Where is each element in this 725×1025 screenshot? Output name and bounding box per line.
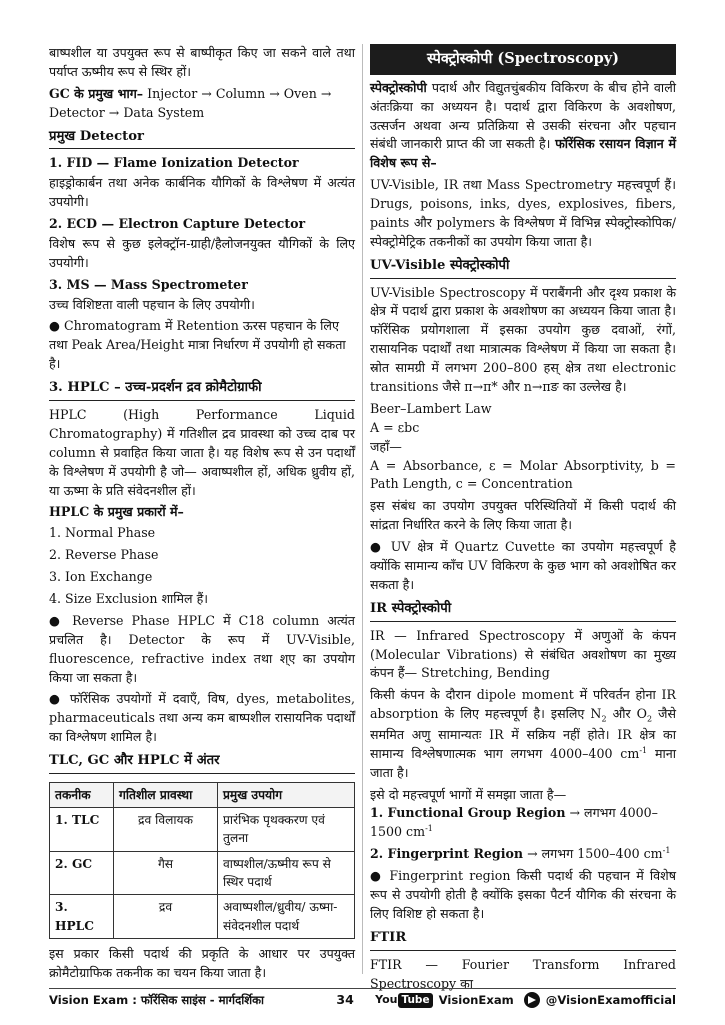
ir-text-2: [370, 686, 676, 782]
comparison-table: [49, 782, 355, 939]
page-footer: [49, 988, 676, 1012]
column-divider: [362, 44, 363, 974]
beer-lambert-use: इस संबंध का उपयोग उपयुक्त परिस्थितियों में किसी पदार्थ की सांद्रता निर्धारित करने के लिए किया जाता है।: [370, 498, 676, 533]
ir-text-part: माना जाता है।: [370, 745, 676, 780]
forensic-uses-note: ● फॉरेंसिक उपयोगों में दवाएँ, विष, dyes, metabolites, pharmaceuticals तथा अन्य कम बाष्पशील रासायनिक पदार्थों का विश्लेषण शामिल है।: [49, 691, 355, 745]
gc-intro-text: बाष्पशील या उपयुक्त रूप से बाष्पीकृत किए जा सकने वाले तथा पर्याप्त ऊष्मीय रूप से स्थिर हों।: [49, 45, 355, 79]
list-item: 3. Ion Exchange: [49, 569, 153, 585]
youtube-you: You: [375, 993, 398, 1007]
table-cell: 1. TLC: [50, 808, 114, 852]
table-cell: वाष्पशील/ऊष्मीय रूप से स्थिर पदार्थ: [218, 851, 355, 895]
table-cell: द्रव विलायक: [114, 808, 218, 852]
region-label: 2. Fingerprint Region: [370, 846, 524, 862]
youtube-tube: Tube: [398, 993, 432, 1009]
youtube-channel: VisionExam: [438, 992, 514, 1007]
spectroscopy-banner: स्पेक्ट्रोस्कोपी (Spectroscopy): [370, 44, 676, 75]
superscript: -1: [662, 846, 671, 856]
list-item: 1. Normal Phase: [49, 525, 156, 541]
list-item: 4. Size Exclusion शामिल हैं।: [49, 590, 209, 606]
ir-text-part: जैसे सममित अणु सामान्यतः IR में सक्रिय नहीं होते। IR क्षेत्र का सामान्य विश्लेषणात्मक भाग लगभग 4000–400 cm: [370, 706, 676, 761]
fid-text: हाइड्रोकार्बन तथा अनेक कार्बनिक यौगिकों के विश्लेषण में अत्यंत उपयोगी।: [49, 175, 355, 210]
intro-tail: फॉरेंसिक रसायन विज्ञान में विशेष रूप से–: [370, 136, 676, 171]
gc-parts-label: GC के प्रमुख भाग–: [49, 85, 144, 101]
ftir-text: FTIR — Fourier Transform Infrared Spectroscopy का: [370, 956, 676, 991]
table-cell: अवाष्पशील/ध्रुवीय/ ऊष्मा-संवेदनशील पदार्थ: [218, 895, 355, 939]
table-cell: गैस: [114, 851, 218, 895]
footer-social: [375, 992, 676, 1009]
hplc-types-heading: HPLC के प्रमुख प्रकारों में–: [49, 504, 184, 520]
hplc-types-list: [49, 524, 355, 609]
table-header: गतिशील प्रावस्था: [114, 782, 218, 807]
spectroscopy-intro: [370, 79, 676, 173]
beer-lambert-terms: A = Absorbance, ε = Molar Absorptivity, b = Path Length, c = Concentration: [370, 457, 676, 492]
table-cell: प्रारंभिक पृथक्करण एवं तुलना: [218, 808, 355, 852]
subscript: 2: [647, 714, 653, 724]
detector-heading: प्रमुख Detector: [49, 127, 355, 150]
right-column: [370, 44, 676, 997]
region-label: 1. Functional Group Region: [370, 805, 566, 821]
table-row: [50, 808, 355, 852]
chromatogram-note: ● Chromatogram में Retention ऊरस पहचान के लिए तथा Peak Area/Height मात्रा निर्धारण में उपयोगी हो सकता है।: [49, 318, 346, 372]
gc-parts: [49, 85, 355, 123]
beer-lambert-heading: Beer–Lambert Law: [370, 400, 492, 416]
region-value: → लगभग 4000–1500 cm: [370, 805, 658, 840]
page-number: 34: [336, 992, 354, 1008]
subscript: 2: [601, 714, 607, 724]
ir-heading: IR स्पेक्ट्रोस्कोपी: [370, 599, 676, 622]
uv-heading: UV-Visible स्पेक्ट्रोस्कोपी: [370, 256, 676, 279]
reverse-phase-note: ● Reverse Phase HPLC में C18 column अत्यंत प्रचलित है। Detector के रूप में UV-Visible, fluorescence, refractive index तथा श्ए का उपयोग किया जा सकता है।: [49, 612, 355, 685]
where-label: जहाँ—: [370, 438, 402, 454]
ftir-heading: FTIR: [370, 928, 676, 951]
fid-heading: 1. FID — Flame Ionization Detector: [49, 155, 299, 171]
superscript: -1: [639, 745, 648, 755]
fingerprint-note: ● Fingerprint region किसी पदार्थ की पहचान में विशेष रूप से उपयोगी होती है क्योंकि इसका पैटर्न यौगिक की संरचना के लिए विशिष्ट हो सकता है।: [370, 868, 676, 922]
left-column: [49, 44, 355, 986]
table-cell: 3. HPLC: [50, 895, 114, 939]
intro-text: पदार्थ और विद्युतचुंबकीय विकिरण के बीच होने वाली अंतःक्रिया का अध्ययन है। पदार्थ द्वारा विकिरण के अवशोषण, उत्सर्जन अथवा अन्य प्रतिक्रिया से उसकी संरचना और पहचान संबंधी जानकारी प्राप्त की जा सकती है।: [370, 79, 676, 152]
gc-parts-flow: Injector → Column → Oven → Detector → Data System: [49, 85, 332, 120]
ms-text: उच्च विशिष्टता वाली पहचान के लिए उपयोगी।: [49, 296, 255, 312]
quartz-cuvette-note: ● UV क्षेत्र में Quartz Cuvette का उपयोग महत्त्वपूर्ण है क्योंकि सामान्य काँच UV विकिरण के कुछ भाग को अवशोषित कर सकता है।: [370, 539, 676, 592]
hplc-heading: 3. HPLC – उच्च-प्रदर्शन द्रव क्रोमैटोग्राफी: [49, 378, 355, 401]
table-header-row: [50, 782, 355, 807]
table-header: तकनीक: [50, 782, 114, 807]
table-row: [50, 895, 355, 939]
functional-group-region: [370, 804, 676, 842]
table-row: [50, 851, 355, 895]
telegram-handle: @VisionExamofficial: [545, 992, 676, 1007]
hplc-text: HPLC (High Performance Liquid Chromatography) में गतिशील द्रव प्रावस्था को उच्च दाब पर column से प्रवाहित किया जाता है। यह विशेष रूप से उन पदार्थों के विश्लेषण में उपयोगी है जो— अवाष्पशील हों, अधिक ध्रुवीय हों, या ऊष्मा के प्रति संवेदनशील हों।: [49, 406, 355, 498]
intro-bold: स्पेक्ट्रोस्कोपी: [370, 79, 427, 95]
spectroscopy-uses: UV-Visible, IR तथा Mass Spectrometry महत्त्वपूर्ण हैं। Drugs, poisons, inks, dyes, explosives, fibers, paints और polymers के विश्लेषण में विभिन्न स्पेक्ट्रोस्कोपिक/ स्पेक्ट्रोमेट्रिक तकनीकों का उपयोग किया जाता है।: [370, 177, 676, 249]
beer-lambert-equation: A = εbc: [370, 419, 420, 435]
ms-heading: 3. MS — Mass Spectrometer: [49, 276, 248, 292]
fingerprint-region: [370, 845, 676, 864]
ir-text-part: और O: [606, 706, 647, 722]
superscript: -1: [425, 824, 433, 834]
youtube-icon: [375, 992, 432, 1009]
table-cell: 2. GC: [50, 851, 114, 895]
footer-title: Vision Exam : फॉरेंसिक साइंस - मार्गदर्शिका: [49, 992, 265, 1007]
two-parts-intro: इसे दो महत्त्वपूर्ण भागों में समझा जाता है—: [370, 786, 567, 802]
region-value: → लगभग 1500–400 cm: [523, 846, 663, 862]
ecd-text: विशेष रूप से कुछ इलेक्ट्रॉन-ग्राही/हैलोजनयुक्त यौगिकों के लिए उपयोगी।: [49, 235, 355, 270]
list-item: 2. Reverse Phase: [49, 547, 159, 563]
ecd-heading: 2. ECD — Electron Capture Detector: [49, 216, 306, 232]
telegram-icon: [524, 992, 540, 1008]
table-header: प्रमुख उपयोग: [218, 782, 355, 807]
ir-text-part: किसी कंपन के दौरान dipole moment में परिवर्तन होना IR absorption के लिए महत्त्वपूर्ण है। इसलिए N: [370, 687, 676, 722]
ir-text-1: IR — Infrared Spectroscopy में अणुओं के कंपन (Molecular Vibrations) से संबंधित अवशोषण का मुख्य कंपन हैं— Stretching, Bending: [370, 627, 676, 681]
closing-text: इस प्रकार किसी पदार्थ की प्रकृति के आधार पर उपयुक्त क्रोमैटोग्राफिक तकनीक का चयन किया जाता है।: [49, 945, 355, 980]
table-cell: द्रव: [114, 895, 218, 939]
uv-text: UV-Visible Spectroscopy में पराबैंगनी और दृश्य प्रकाश के क्षेत्र में पदार्थ द्वारा प्रकाश के अवशोषण का अध्ययन किया जाता है। फॉरेंसिक प्रयोगशाला में इसका उपयोग कुछ दवाओं, रंगों, रासायनिक पदार्थों तथा मात्रात्मक विश्लेषण में किया जा सकता है। स्रोत सामग्री में लगभग 200–800 हस् क्षेत्र तथा electronic transitions जैसे π→π* और n→πङ का उल्लेख है।: [370, 284, 676, 395]
difference-heading: TLC, GC और HPLC में अंतर: [49, 751, 355, 774]
